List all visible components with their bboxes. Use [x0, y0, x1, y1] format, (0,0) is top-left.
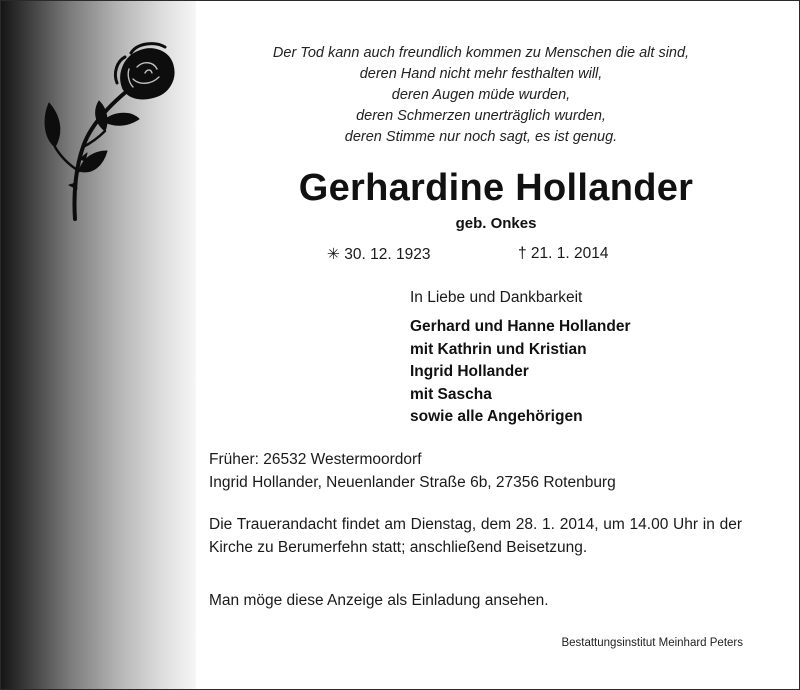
mourner-name: mit Kathrin und Kristian	[410, 340, 587, 358]
mourner-name: Ingrid Hollander	[410, 363, 529, 380]
gradient-sidebar	[1, 1, 196, 689]
mourner-name: Gerhard und Hanne Hollander	[410, 318, 631, 335]
address-block	[209, 449, 616, 494]
deceased-name: Gerhardine Hollander	[298, 167, 694, 209]
former-address: Früher: 26532 Westermoordorf	[209, 451, 422, 468]
rose-icon	[19, 39, 189, 229]
death-date: † 21. 1. 2014	[518, 245, 609, 262]
poem	[201, 43, 761, 148]
mourners-intro: In Liebe und Dankbarkeit	[410, 289, 583, 306]
poem-line: deren Augen müde wurden,	[391, 87, 571, 103]
poem-line: deren Hand nicht mehr festhalten will,	[359, 66, 603, 82]
undertaker-credit: Bestattungsinstitut Meinhard Peters	[561, 637, 743, 649]
maiden-name: geb. Onkes	[455, 215, 537, 232]
service-notice: Die Trauerandacht findet am Dienstag, dem 28. 1. 2014, um 14.00 Uhr in der Kirche zu Berumerfehn statt; anschließend Beisetzung.	[209, 516, 742, 556]
mourner-name: sowie alle Angehörigen	[410, 408, 583, 425]
birth-date: ✳ 30. 12. 1923	[327, 246, 431, 263]
mourner-name: mit Sascha	[410, 385, 492, 403]
poem-line: Der Tod kann auch freundlich kommen zu Menschen die alt sind,	[272, 45, 690, 61]
poem-line: deren Schmerzen unerträglich wurden,	[356, 108, 606, 124]
poem-line: deren Stimme nur noch sagt, es ist genug.	[344, 129, 618, 145]
invitation-note: Man möge diese Anzeige als Einladung ansehen.	[209, 592, 549, 609]
contact-address: Ingrid Hollander, Neuenlander Straße 6b, 27356 Rotenburg	[209, 473, 616, 491]
mourners-list	[410, 316, 630, 429]
